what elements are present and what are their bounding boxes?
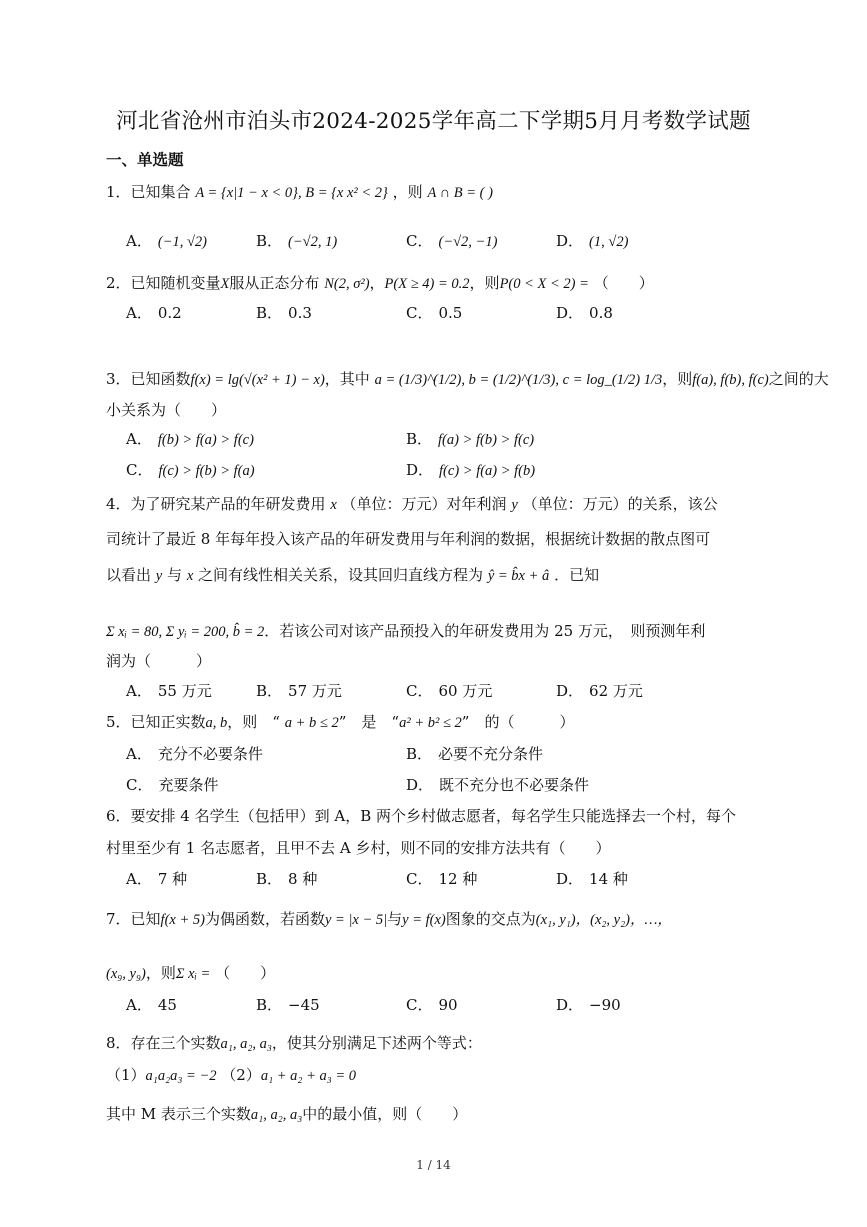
page-title: 河北省沧州市泊头市2024-2025学年高二下学期5月月考数学试题 bbox=[116, 109, 751, 134]
q1-math-sets: A = {x|1 − x < 0}, B = {x x² < 2} bbox=[195, 185, 388, 201]
q5-option-d: D． 既不充分也不必要条件 bbox=[406, 776, 590, 794]
q6-option-a: A． 7 种 bbox=[126, 870, 188, 888]
question-6-line-2: 村里至少有 1 名志愿者，且甲不去 A 乡村，则不同的安排方法共有（ ） bbox=[106, 839, 611, 857]
question-2: 2．已知随机变量X服从正态分布 N(2, σ²)，P(X ≥ 4) = 0.2，则P(0 < X < 2) = （ ） bbox=[106, 274, 654, 292]
q4-option-c: C． 60 万元 bbox=[406, 682, 493, 700]
q2-option-b: B． 0.3 bbox=[256, 304, 312, 322]
page-number: 1 / 14 bbox=[416, 1158, 451, 1172]
q4-option-a: A． 55 万元 bbox=[126, 682, 212, 700]
q4-sums: Σ xᵢ = 80, Σ yᵢ = 200, b̂ = 2 bbox=[106, 624, 265, 640]
question-6-line-1: 6．要安排 4 名学生（包括甲）到 A，B 两个乡村做志愿者，每名学生只能选择去一个村，每个 bbox=[106, 807, 737, 825]
q7-option-c: C． 90 bbox=[406, 996, 458, 1014]
section-heading: 一、单选题 bbox=[106, 150, 184, 169]
q1-math-intersection: A ∩ B = ( ) bbox=[427, 185, 493, 201]
q5-option-b: B． 必要不充分条件 bbox=[406, 745, 544, 763]
question-8-line-2: （1）a₁a₂a₃ = −2 （2）a₁ + a₂ + a₃ = 0 bbox=[106, 1066, 357, 1084]
question-4-line-3: 以看出 y 与 x 之间有线性相关关系，设其回归直线方程为 ŷ = b̂x + â ．已知 bbox=[106, 566, 600, 584]
question-4-line-2: 司统计了最近 8 年每年投入该产品的年研发费用与年利润的数据，根据统计数据的散点图可 bbox=[106, 530, 711, 548]
question-1: 1．已知集合 A = {x|1 − x < 0}, B = {x x² < 2} ，则 A ∩ B = ( ) bbox=[106, 183, 493, 201]
question-7-line-1: 7．已知f(x + 5)为偶函数，若函数y = |x − 5|与y = f(x)图象的交点为(x₁, y₁)，(x₂, y₂)，…， bbox=[106, 910, 672, 928]
q6-option-b: B． 8 种 bbox=[256, 870, 318, 888]
question-3-line-2: 小关系为（ ） bbox=[106, 401, 227, 419]
question-8-line-1: 8．存在三个实数a₁, a₂, a₃，使其分别满足下述两个等式： bbox=[106, 1034, 482, 1052]
question-4-line-5: 润为（ ） bbox=[106, 652, 212, 670]
question-7-line-2: (x₉, y₉)，则Σ xᵢ = （ ） bbox=[106, 964, 276, 982]
q7-option-d: D． −90 bbox=[556, 996, 621, 1014]
question-8-line-3: 其中 M 表示三个实数a₁, a₂, a₃中的最小值，则（ ） bbox=[106, 1105, 468, 1123]
q7-option-a: A． 45 bbox=[126, 996, 177, 1014]
q1-option-a: A． (−1, √2) bbox=[126, 232, 207, 250]
q3-option-c: C． f(c) > f(b) > f(a) bbox=[126, 461, 255, 479]
q3-option-d: D． f(c) > f(a) > f(b) bbox=[406, 461, 536, 479]
q4-option-d: D． 62 万元 bbox=[556, 682, 643, 700]
q2-option-d: D． 0.8 bbox=[556, 304, 613, 322]
q3-option-a: A． f(b) > f(a) > f(c) bbox=[126, 430, 254, 448]
q5-option-a: A． 充分不必要条件 bbox=[126, 745, 263, 763]
q1-option-d: D． (1, √2) bbox=[556, 232, 629, 250]
q1-option-b: B． (−√2, 1) bbox=[256, 232, 338, 250]
q1-option-c: C． (−√2, −1) bbox=[406, 232, 498, 250]
q2-option-c: C． 0.5 bbox=[406, 304, 463, 322]
q6-option-c: C． 12 种 bbox=[406, 870, 478, 888]
question-5: 5．已知正实数a, b，则 “ a + b ≤ 2” 是 “a² + b² ≤ 2” 的（ ） bbox=[106, 713, 575, 731]
question-4-line-4: Σ xᵢ = 80, Σ yᵢ = 200, b̂ = 2．若该公司对该产品预投入的年研发费用为 25 万元， 则预测年利 bbox=[106, 622, 706, 640]
question-4-line-1: 4．为了研究某产品的年研发费用 x （单位：万元）对年利润 y （单位：万元）的关系，该公 bbox=[106, 495, 718, 513]
q6-option-d: D． 14 种 bbox=[556, 870, 628, 888]
q3-option-b: B． f(a) > f(b) > f(c) bbox=[406, 430, 535, 448]
q4-option-b: B． 57 万元 bbox=[256, 682, 342, 700]
q5-option-c: C． 充要条件 bbox=[126, 776, 219, 794]
q7-option-b: B． −45 bbox=[256, 996, 320, 1014]
question-3: 3．已知函数f(x) = lg(√(x² + 1) − x)，其中 a = (1/3)^(1/2), b = (1/2)^(1/3), c = log_(1/2) 1/3，则f(a), f(b), f(c)之间的大 bbox=[106, 370, 829, 388]
q2-option-a: A． 0.2 bbox=[126, 304, 182, 322]
